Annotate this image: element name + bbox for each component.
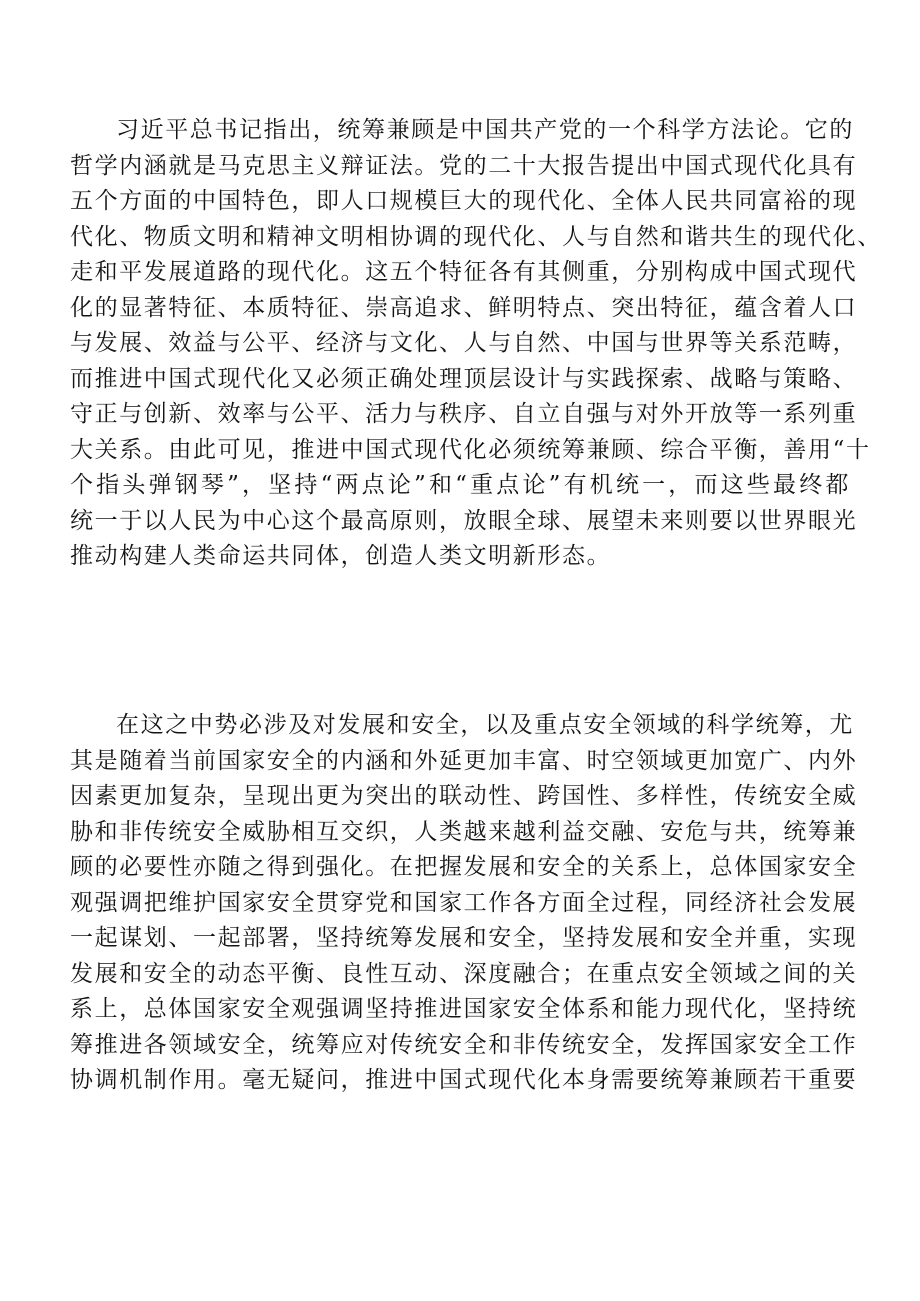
paragraph-line: 一起谋划、一起部署，坚持统筹发展和安全，坚持发展和安全并重，实现 [70, 925, 858, 951]
paragraph-line: 发展和安全的动态平衡、良性互动、深度融合；在重点安全领域之间的关 [70, 960, 858, 987]
paragraph-line: 因素更加复杂，呈现出更为突出的联动性、跨国性、多样性，传统安全威 [70, 783, 858, 809]
paragraph-line: 与发展、效益与公平、经济与文化、人与自然、中国与世界等关系范畴， [70, 330, 858, 356]
paragraph-line: 走和平发展道路的现代化。这五个特征各有其侧重，分别构成中国式现代 [70, 259, 858, 285]
paragraph-line: 代化、物质文明和精神文明相协调的现代化、人与自然和谐共生的现代化、 [70, 223, 882, 250]
paragraph-line: 推动构建人类命运共同体，创造人类文明新形态。 [70, 543, 612, 569]
paragraph-line: 而推进中国式现代化又必须正确处理顶层设计与实践探索、战略与策略、 [70, 365, 858, 392]
paragraph-line: 顾的必要性亦随之得到强化。在把握发展和安全的关系上，总体国家安全 [70, 854, 858, 880]
paragraph-2 [70, 708, 858, 1099]
paragraph-line: 守正与创新、效率与公平、活力与秩序、自立自强与对外开放等一系列重 [70, 401, 858, 427]
paragraph-line: 个指头弹钢琴”，坚持“两点论”和“重点论”有机统一，而这些最终都 [70, 472, 850, 498]
paragraph-1 [70, 113, 882, 575]
paragraph-line: 胁和非传统安全威胁相互交织，人类越来越利益交融、安危与共，统筹兼 [70, 818, 858, 845]
paragraph-line: 协调机制作用。毫无疑问，推进中国式现代化本身需要统筹兼顾若干重要 [70, 1067, 858, 1093]
paragraph-line: 统一于以人民为中心这个最高原则，放眼全球、展望未来则要以世界眼光 [70, 507, 858, 534]
paragraph-line: 在这之中势必涉及对发展和安全，以及重点安全领域的科学统筹，尤 [116, 712, 854, 738]
paragraph-line: 五个方面的中国特色，即人口规模巨大的现代化、全体人民共同富裕的现 [70, 188, 858, 214]
paragraph-line: 大关系。由此可见，推进中国式现代化必须统筹兼顾、综合平衡，善用“十 [70, 436, 871, 463]
paragraph-line: 哲学内涵就是马克思主义辩证法。党的二十大报告提出中国式现代化具有 [70, 152, 858, 179]
paragraph-line: 化的显著特征、本质特征、崇高追求、鲜明特点、突出特征，蕴含着人口 [70, 294, 858, 321]
paragraph-line: 筹推进各领域安全，统筹应对传统安全和非传统安全，发挥国家安全工作 [70, 1031, 858, 1058]
paragraph-line: 系上，总体国家安全观强调坚持推进国家安全体系和能力现代化，坚持统 [70, 996, 858, 1022]
paragraph-line: 习近平总书记指出，统筹兼顾是中国共产党的一个科学方法论。它的 [116, 117, 854, 143]
paragraph-line: 其是随着当前国家安全的内涵和外延更加丰富、时空领域更加宽广、内外 [70, 747, 858, 774]
paragraph-line: 观强调把维护国家安全贯穿党和国家工作各方面全过程，同经济社会发展 [70, 889, 858, 916]
